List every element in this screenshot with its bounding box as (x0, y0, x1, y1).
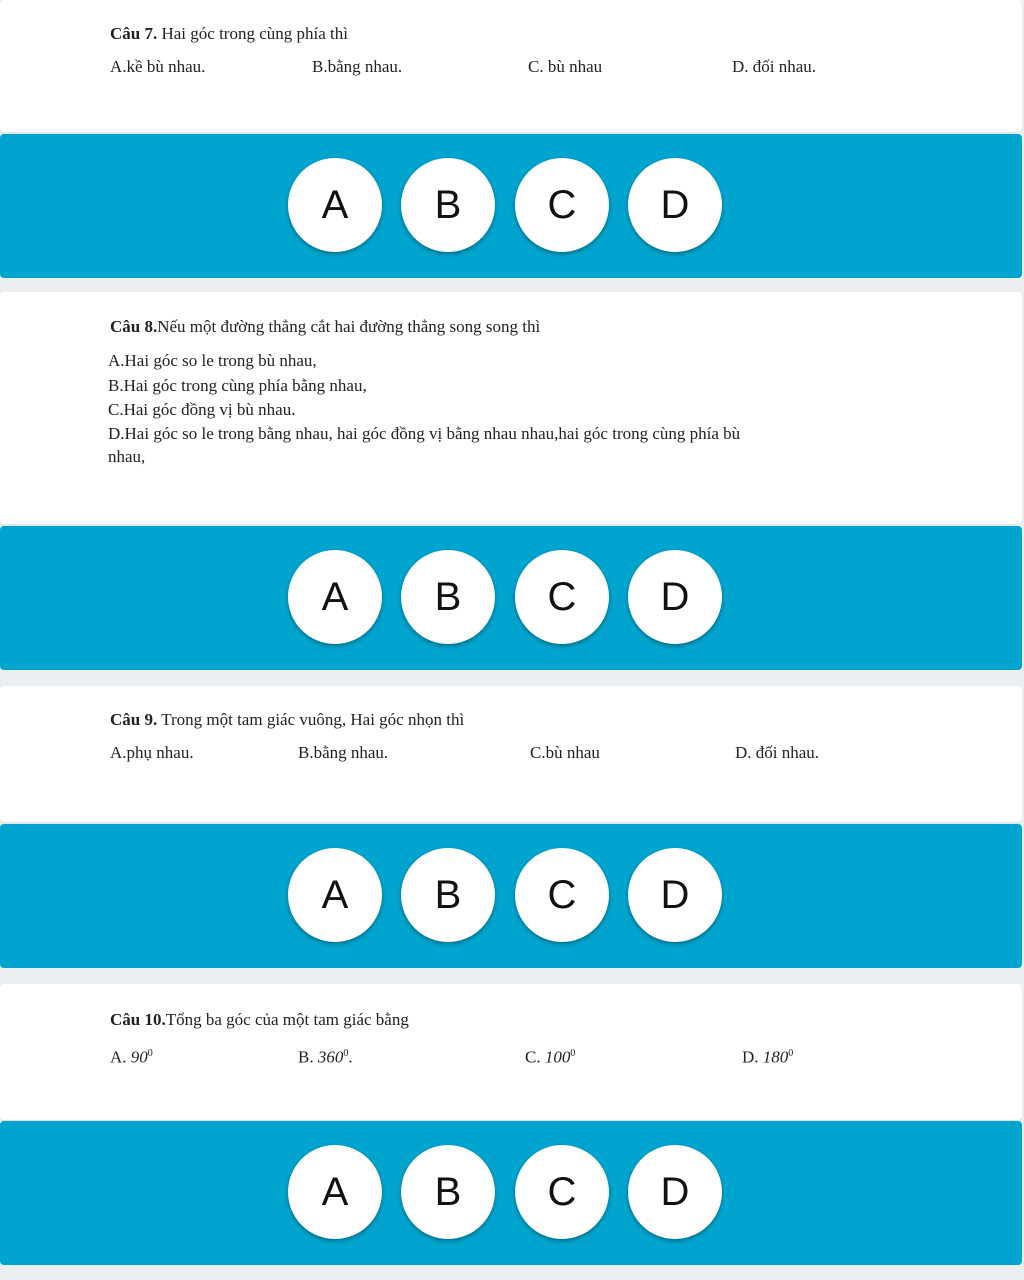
question-text: Tổng ba góc của một tam giác bằng (165, 1010, 409, 1029)
question-card-7 (0, 0, 1022, 132)
option-a: A.phụ nhau. (110, 743, 194, 762)
answer-button-a[interactable]: A (288, 158, 382, 252)
option-c: C.bù nhau (530, 743, 600, 762)
option-d: D. $180^0$ (742, 1047, 794, 1067)
option-b: B.bằng nhau. (298, 743, 389, 762)
option-c: C.Hai góc đồng vị bù nhau. (108, 400, 296, 419)
question-card-8 (0, 292, 1022, 524)
question-text: Trong một tam giác vuông, Hai góc nhọn thì (157, 710, 465, 729)
answer-panel-8 (0, 526, 1022, 670)
answer-button-c[interactable]: C (515, 550, 609, 644)
answer-panel-9 (0, 824, 1022, 968)
question-card-10 (0, 984, 1022, 1120)
answer-button-a[interactable]: A (288, 848, 382, 942)
option-a: A.Hai góc so le trong bù nhau, (108, 351, 317, 370)
option-b: B.bằng nhau. (312, 57, 403, 76)
question-title: Câu 10.Tổng ba góc của một tam giác bằng (110, 1010, 409, 1029)
question-title: Câu 7. Hai góc trong cùng phía thì (110, 24, 348, 43)
answer-panel-7 (0, 134, 1022, 278)
answer-button-c[interactable]: C (515, 1145, 609, 1239)
question-card-9 (0, 686, 1022, 822)
answer-button-d[interactable]: D (628, 848, 722, 942)
question-number: Câu 9 (110, 710, 153, 729)
option-d: D.Hai góc so le trong bằng nhau, hai góc đồng vị bằng nhau nhau,hai góc trong cùng phía bù (108, 424, 741, 443)
answer-button-d[interactable]: D (628, 158, 722, 252)
option-d: D. đối nhau. (735, 743, 820, 762)
option-a: A. $90^0$ (110, 1047, 153, 1067)
option-b: B.Hai góc trong cùng phía bằng nhau, (108, 376, 367, 395)
answer-button-b[interactable]: B (401, 158, 495, 252)
answer-button-c[interactable]: C (515, 158, 609, 252)
answer-button-a[interactable]: A (288, 1145, 382, 1239)
answer-button-b[interactable]: B (401, 848, 495, 942)
answer-button-d[interactable]: D (628, 550, 722, 644)
option-d: D. đối nhau. (732, 57, 817, 76)
option-c: C. $100^0$ (525, 1047, 576, 1067)
answer-button-b[interactable]: B (401, 1145, 495, 1239)
question-number: Câu 10 (110, 1010, 162, 1029)
answer-button-c[interactable]: C (515, 848, 609, 942)
option-a: A.kề bù nhau. (110, 57, 206, 76)
question-text: Nếu một đường thẳng cắt hai đường thẳng song song thì (157, 317, 541, 336)
question-number: Câu 7 (110, 24, 153, 43)
option-c: C. bù nhau (528, 57, 603, 76)
option-d-continued: nhau, (108, 447, 146, 466)
question-text: Hai góc trong cùng phía thì (157, 24, 348, 43)
answer-button-b[interactable]: B (401, 550, 495, 644)
answer-button-a[interactable]: A (288, 550, 382, 644)
question-title: Câu 8.Nếu một đường thẳng cắt hai đường thẳng song song thì (110, 317, 541, 336)
answer-button-d[interactable]: D (628, 1145, 722, 1239)
option-b: B. $360^0$. (298, 1047, 353, 1067)
answer-panel-10 (0, 1121, 1022, 1265)
question-title: Câu 9. Trong một tam giác vuông, Hai góc nhọn thì (110, 710, 465, 729)
question-number: Câu 8 (110, 317, 153, 336)
